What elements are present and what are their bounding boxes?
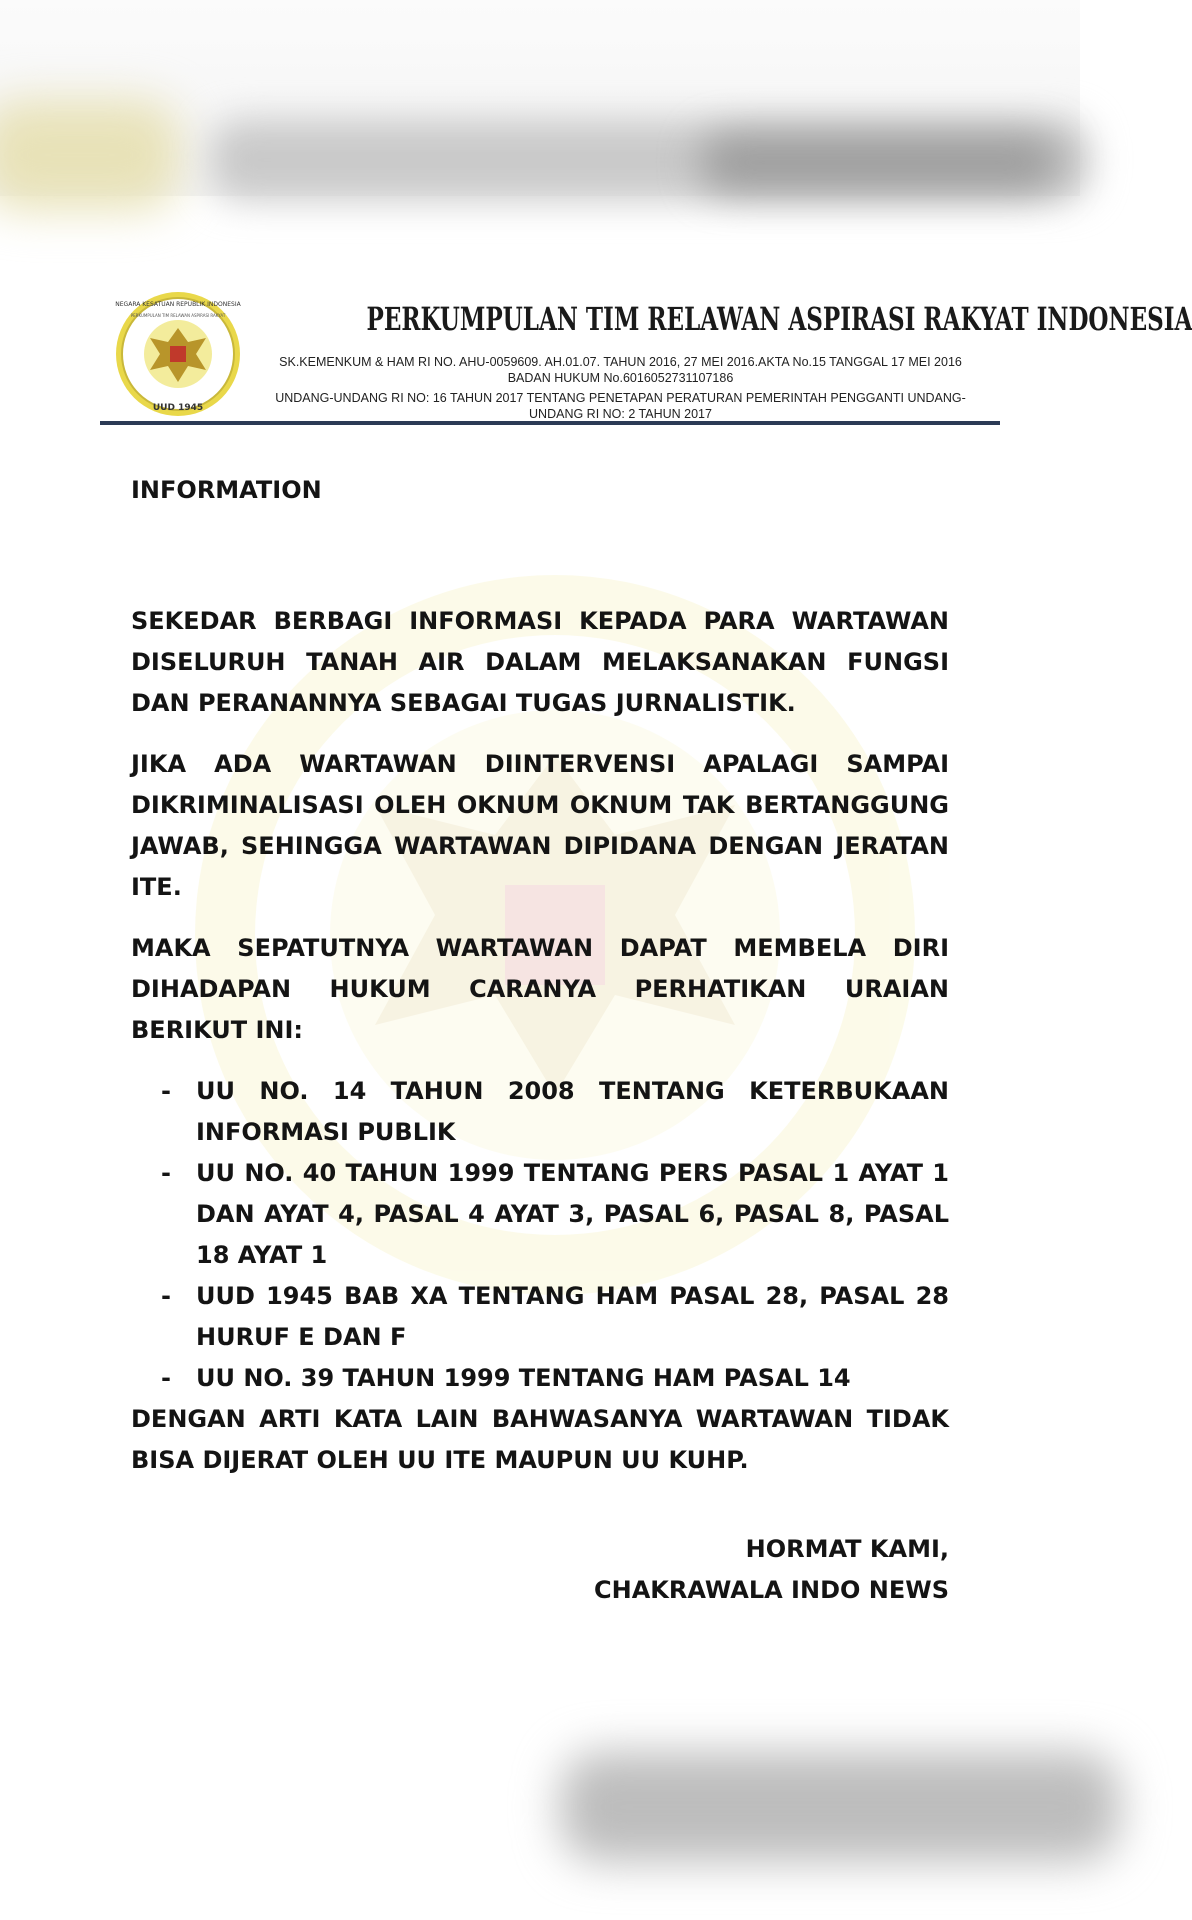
law-text: UU NO. 39 TAHUN 1999 TENTANG HAM PASAL 14	[196, 1364, 851, 1392]
blurred-bottom-strip	[0, 1722, 1080, 1920]
law-text: UUD 1945 BAB XA TENTANG HAM PASAL 28, PASAL 28 HURUF E DAN F	[196, 1282, 949, 1351]
letter-heading: INFORMATION	[131, 476, 322, 504]
law-text: UU NO. 14 TAHUN 2008 TENTANG KETERBUKAAN INFORMASI PUBLIK	[196, 1077, 949, 1146]
paragraph: SEKEDAR BERBAGI INFORMASI KEPADA PARA WARTAWAN DISELURUH TANAH AIR DALAM MELAKSANAKAN FUNGSI DAN PERANANNYA SEBAGAI TUGAS JURNALISTIK.	[131, 607, 949, 717]
letterhead	[100, 288, 1192, 428]
organization-seal-icon	[114, 290, 242, 418]
blurred-top-strip	[0, 0, 1080, 196]
law-text: UU NO. 40 TAHUN 1999 TENTANG PERS PASAL 1 AYAT 1 DAN AYAT 4, PASAL 4 AYAT 3, PASAL 6, PASAL 8, PASAL 18 AYAT 1	[196, 1159, 949, 1269]
list-item	[131, 1276, 949, 1358]
paragraph: MAKA SEPATUTNYA WARTAWAN DAPAT MEMBELA DIRI DIHADAPAN HUKUM CARANYA PERHATIKAN URAIAN BERIKUT INI:	[131, 934, 949, 1044]
list-item	[131, 1153, 949, 1276]
letterhead-divider	[100, 421, 1000, 425]
legal-basis-text: UNDANG-UNDANG RI NO: 16 TAHUN 2017 TENTANG PENETAPAN PERATURAN PEMERINTAH PENGGANTI UNDANG-UNDANG RI NO: 2 TAHUN 2017	[275, 391, 966, 421]
list-item	[131, 1358, 949, 1399]
closing-salutation: HORMAT KAMI,	[745, 1535, 949, 1563]
blur-patch	[560, 1752, 1120, 1862]
letter-body	[131, 470, 949, 1611]
conclusion-paragraph: DENGAN ARTI KATA LAIN BAHWASANYA WARTAWAN TIDAK BISA DIJERAT OLEH UU ITE MAUPUN UU KUHP.	[131, 1405, 949, 1474]
organization-name: PERKUMPULAN TIM RELAWAN ASPIRASI RAKYAT INDONESIA	[366, 300, 1192, 338]
law-list	[131, 1071, 949, 1399]
seal-inner-text: PERKUMPULAN TIM RELAWAN ASPIRASI RAKYAT	[130, 313, 226, 318]
list-item	[131, 1071, 949, 1153]
seal-bottom-text: UUD 1945	[152, 403, 204, 413]
registration-text: SK.KEMENKUM & HAM RI NO. AHU-0059609. AH.01.07. TAHUN 2016, 27 MEI 2016.AKTA No.15 TANGGAL 17 MEI 2016 BADAN HUKUM No.6016052731107186	[279, 355, 962, 385]
bullet-dash: -	[161, 1282, 171, 1310]
sender-name: CHAKRAWALA INDO NEWS	[594, 1576, 949, 1604]
blur-patch	[0, 100, 180, 210]
bullet-dash: -	[161, 1364, 171, 1392]
bullet-dash: -	[161, 1159, 171, 1187]
signature-block	[131, 1529, 949, 1611]
bullet-dash: -	[161, 1077, 171, 1105]
seal-outer-text: NEGARA KESATUAN REPUBLIK INDONESIA	[115, 301, 241, 308]
blur-patch	[700, 135, 1060, 190]
paragraph: JIKA ADA WARTAWAN DIINTERVENSI APALAGI SAMPAI DIKRIMINALISASI OLEH OKNUM OKNUM TAK BERTANGGUNG JAWAB, SEHINGGA WARTAWAN DIPIDANA DENGAN JERATAN ITE.	[131, 750, 949, 901]
